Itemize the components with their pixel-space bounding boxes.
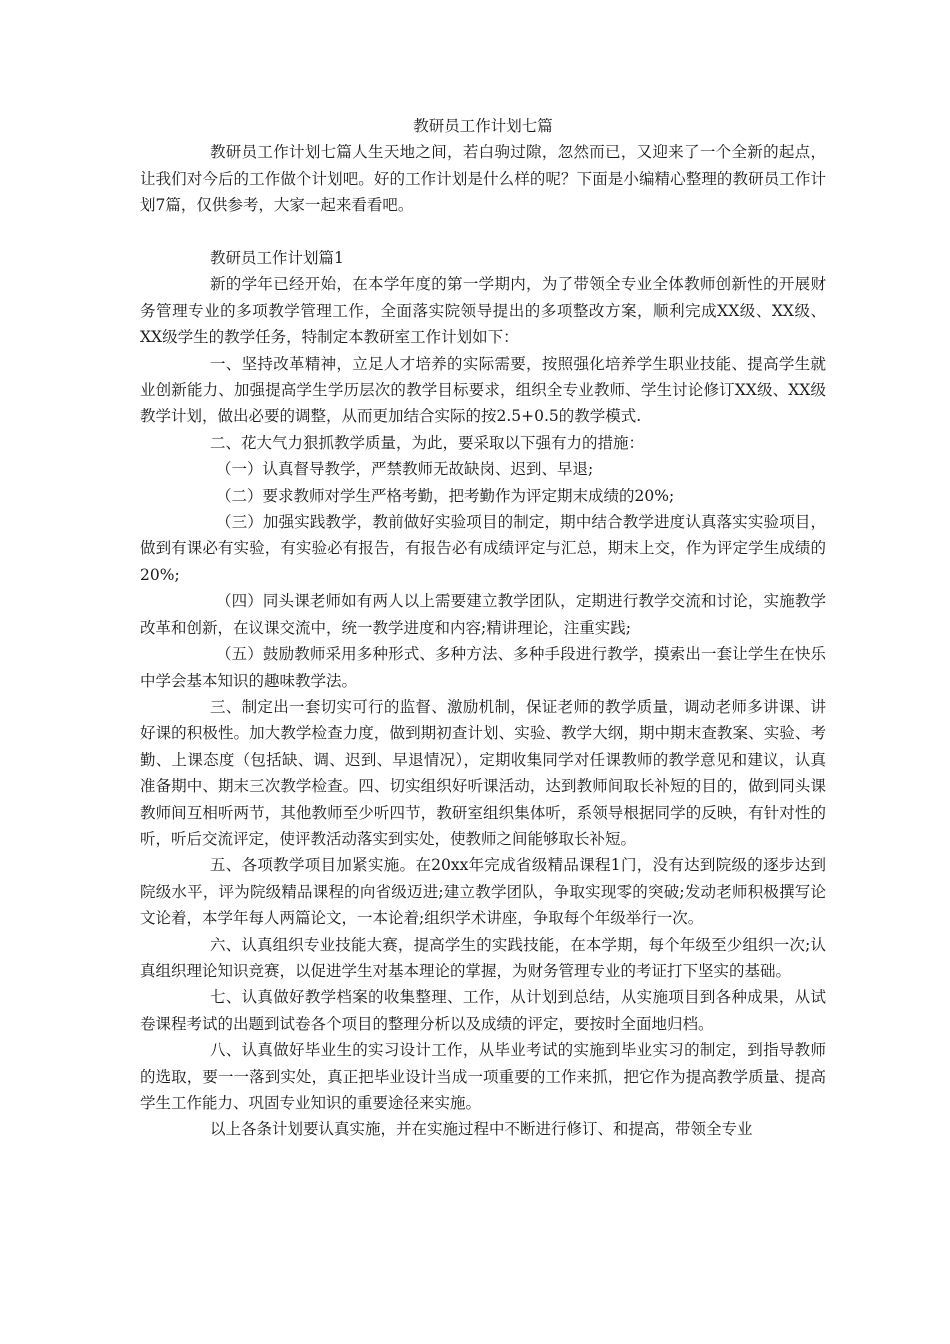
body-paragraph: 一、坚持改革精神，立足人才培养的实际需要，按照强化培养学生职业技能、提高学生就业创新能力、加强提高学生学历层次的教学目标要求，组织全专业教师、学生讨论修订XX级、XX级教学计划，做出必要的调整，从而更加结合实际的按2.5+0.5的教学模式. xyxy=(140,354,826,426)
measure-item: （二）要求教师对学生严格考勤，把考勤作为评定期末成绩的20%; xyxy=(216,486,675,505)
section-heading: 教研员工作计划篇1 xyxy=(210,249,344,268)
body-paragraph: 三、制定出一套切实可行的监督、激励机制，保证老师的教学质量，调动老师多讲课、讲好课的积极性。加大教学检查力度，做到期初查计划、实验、教学大纲，期中期末查教案、实验、考勤、上课态度（包括缺、调、迟到、早退情况），定期收集同学对任课教师的教学意见和建议，认真准备期中、期末三次教学检查。四、切实组织好听课活动，达到教师间取长补短的目的，做到同头课教师间互相听两节，其他教师至少听四节，教研室组织集体听，系领导根据同学的反映，有针对性的听，听后交流评定，使评教活动落实到实处，使教师之间能够取长补短。 xyxy=(140,697,826,848)
measure-item: （三）加强实践教学，教前做好实验项目的制定，期中结合教学进度认真落实实验项目，做到有课必有实验，有实验必有报告，有报告必有成绩评定与汇总，期末上交，作为评定学生成绩的20%; xyxy=(140,513,826,584)
blank-line xyxy=(140,219,826,245)
body-paragraph: 五、各项教学项目加紧实施。在20xx年完成省级精品课程1门，没有达到院级的逐步达到院级水平，评为院级精品课程的向省级迈进;建立教学团队，争取实现零的突破;发动老师积极撰写论文论着，本学年每人两篇论文，一本论着;组织学术讲座，争取每个年级举行一次。 xyxy=(140,856,826,928)
body-paragraph: 二、花大气力狠抓教学质量，为此，要采取以下强有力的措施： xyxy=(210,433,645,452)
measure-item: （四）同头课老师如有两人以上需要建立教学团队，定期进行教学交流和讨论，实施教学改革和创新，在议课交流中，统一教学进度和内容;精讲理论，注重实践; xyxy=(140,592,826,637)
document-body xyxy=(140,113,826,1143)
measure-item: （五）鼓励教师采用多种形式、多种方法、多种手段进行教学，摸索出一套让学生在快乐中学会基本知识的趣味教学法。 xyxy=(140,645,826,690)
body-paragraph: 以上各条计划要认真实施，并在实施过程中不断进行修订、和提高，带领全专业 xyxy=(210,1120,753,1139)
document-title: 教研员工作计划七篇 xyxy=(413,117,553,135)
body-paragraph: 七、认真做好教学档案的收集整理、工作，从计划到总结，从实施项目到各种成果，从试卷课程考试的出题到试卷各个项目的整理分析以及成绩的评定，要按时全面地归档。 xyxy=(140,988,826,1033)
measure-item: （一）认真督导教学，严禁教师无故缺岗、迟到、早退; xyxy=(216,460,594,479)
body-paragraph: 六、认真组织专业技能大赛，提高学生的实践技能，在本学期，每个年级至少组织一次;认真组织理论知识竞赛，以促进学生对基本理论的掌握，为财务管理专业的考证打下坚实的基础。 xyxy=(140,935,826,980)
body-paragraph: 新的学年已经开始，在本学年度的第一学期内，为了带领全专业全体教师创新性的开展财务管理专业的多项教学管理工作，全面落实院领导提出的多项整改方案，顺利完成XX级、XX级、XX级学生的教学任务，特制定本教研室工作计划如下： xyxy=(140,275,826,347)
body-paragraph: 八、认真做好毕业生的实习设计工作，从毕业考试的实施到毕业实习的制定，到指导教师的选取，要一一落到实处，真正把毕业设计当成一项重要的工作来抓，把它作为提高教学质量、提高学生工作能力、巩固专业知识的重要途径来实施。 xyxy=(140,1041,826,1113)
intro-paragraph: 教研员工作计划七篇人生天地之间，若白驹过隙，忽然而已，又迎来了一个全新的起点，让我们对今后的工作做个计划吧。好的工作计划是什么样的呢？下面是小编精心整理的教研员工作计划7篇，仅供参考，大家一起来看看吧。 xyxy=(140,143,826,215)
